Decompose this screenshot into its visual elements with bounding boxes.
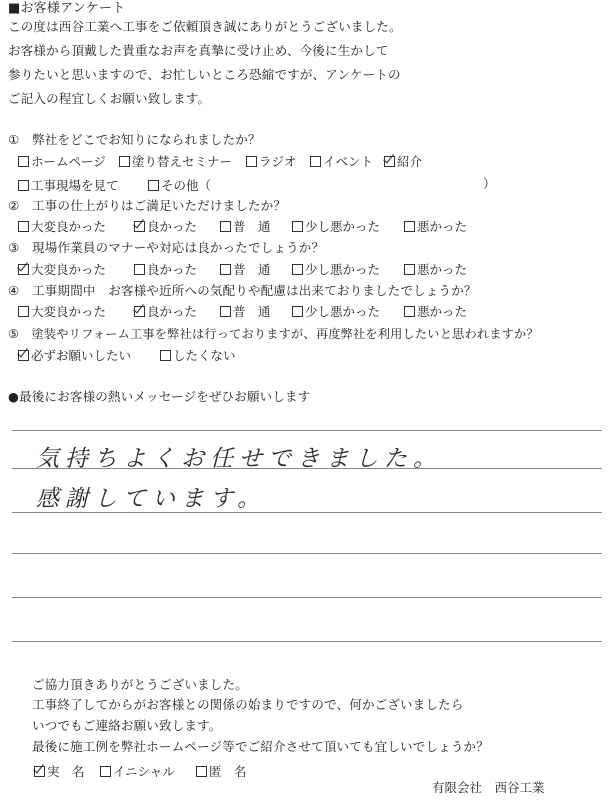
checkbox-checked[interactable]: [134, 306, 145, 317]
q3-option-very-good[interactable]: 大変良かった: [18, 262, 106, 278]
q2-option-slightly-bad[interactable]: 少し悪かった: [292, 219, 380, 235]
q1-option-homepage[interactable]: ホームページ: [18, 154, 106, 170]
closing-line-3: いつでもご連絡お願い致します。: [32, 718, 222, 733]
intro-line-1: この度は西谷工業へ工事をご依頼頂き誠にありがとうございました。: [8, 19, 402, 34]
q4-option-average[interactable]: 普 通: [220, 304, 271, 320]
q5-option-no[interactable]: したくない: [160, 348, 236, 364]
question-5: ⑤ 塗装やリフォーム工事を弊社は行っておりますが、再度弊社を利用したいと思われますか？: [8, 327, 539, 341]
checkbox[interactable]: [119, 156, 130, 167]
checkbox[interactable]: [310, 156, 321, 167]
q1-other-close-paren: ）: [483, 176, 496, 191]
checkbox[interactable]: [220, 306, 231, 317]
intro-line-2: お客様から頂戴した貴重なお声を真摯に受け止め、今後に生かして: [8, 43, 389, 58]
q4-option-bad[interactable]: 悪かった: [404, 304, 467, 320]
handwritten-message-line-1: 気持ちよくお任せできました。: [36, 446, 442, 472]
writing-line: [12, 430, 602, 431]
intro-line-3: 参りたいと思いますので、お忙しいところ恐縮ですが、アンケートの: [8, 67, 401, 82]
checkbox-checked[interactable]: [134, 221, 145, 232]
checkbox[interactable]: [246, 156, 257, 167]
q2-option-very-good[interactable]: 大変良かった: [18, 219, 106, 235]
q4-option-slightly-bad[interactable]: 少し悪かった: [292, 304, 380, 320]
publish-option-initials[interactable]: イニシャル: [100, 764, 175, 780]
q2-option-average[interactable]: 普 通: [220, 219, 271, 235]
question-1: ① 弊社をどこでお知りになられましたか？: [8, 132, 261, 147]
checkbox-checked[interactable]: [34, 766, 45, 777]
checkbox[interactable]: [148, 180, 159, 191]
checkbox[interactable]: [18, 221, 29, 232]
checkbox[interactable]: [292, 221, 303, 232]
checkbox[interactable]: [404, 221, 415, 232]
q3-option-good[interactable]: 良かった: [134, 262, 197, 278]
writing-line: [12, 641, 602, 642]
q1-option-site[interactable]: 工事現場を見て: [18, 178, 119, 194]
q3-option-average[interactable]: 普 通: [220, 262, 271, 278]
company-name: 有限会社 西谷工業: [432, 780, 545, 795]
checkbox-checked[interactable]: [18, 350, 29, 361]
checkbox[interactable]: [292, 264, 303, 275]
publish-option-anonymous[interactable]: 匿 名: [196, 764, 247, 780]
checkbox[interactable]: [100, 766, 111, 777]
q3-option-slightly-bad[interactable]: 少し悪かった: [292, 262, 380, 278]
survey-title: ■お客様アンケート: [8, 1, 126, 16]
handwritten-message-line-2: 感謝しています。: [36, 486, 267, 512]
message-heading: ●最後にお客様の熱いメッセージをぜひお願いします: [8, 389, 311, 404]
q4-option-very-good[interactable]: 大変良かった: [18, 304, 106, 320]
q1-option-referral[interactable]: 紹介: [384, 154, 422, 170]
checkbox[interactable]: [196, 766, 207, 777]
q2-option-bad[interactable]: 悪かった: [404, 219, 467, 235]
checkbox-checked[interactable]: [18, 264, 29, 275]
closing-line-4: 最後に施工例を弊社ホームページ等でご紹介させて頂いても宜しいでしょうか？: [32, 739, 489, 754]
checkbox[interactable]: [220, 221, 231, 232]
checkbox[interactable]: [404, 264, 415, 275]
q3-option-bad[interactable]: 悪かった: [404, 262, 467, 278]
writing-line: [12, 553, 602, 554]
q1-option-seminar[interactable]: 塗り替えセミナー: [119, 154, 232, 170]
closing-line-1: ご協力頂きありがとうございました。: [32, 677, 248, 692]
question-3: ③ 現場作業員のマナーや対応は良かったでしょうか？: [8, 240, 325, 255]
checkbox[interactable]: [18, 180, 29, 191]
checkbox[interactable]: [134, 264, 145, 275]
checkbox[interactable]: [18, 156, 29, 167]
question-2: ② 工事の仕上がりはご満足いただけましたか？: [8, 198, 287, 213]
publish-option-real-name[interactable]: 実 名: [34, 764, 85, 780]
question-4: ④ 工事期間中 お客様や近所への気配りや配慮は出来ておりましたでしょうか？: [8, 283, 477, 298]
checkbox[interactable]: [18, 306, 29, 317]
checkbox[interactable]: [404, 306, 415, 317]
q5-option-definitely[interactable]: 必ずお願いしたい: [18, 348, 131, 364]
q1-option-other[interactable]: その他（: [148, 178, 211, 194]
checkbox[interactable]: [220, 264, 231, 275]
writing-line: [12, 597, 602, 598]
q1-option-radio[interactable]: ラジオ: [246, 154, 297, 170]
checkbox[interactable]: [160, 350, 171, 361]
checkbox[interactable]: [292, 306, 303, 317]
q2-option-good[interactable]: 良かった: [134, 219, 197, 235]
checkbox-checked[interactable]: [384, 156, 395, 167]
intro-line-4: ご記入の程宜しくお願い致します。: [8, 91, 211, 106]
q1-option-event[interactable]: イベント: [310, 154, 373, 170]
closing-line-2: 工事終了してからがお客様との関係の始まりですので、何かございましたら: [32, 697, 464, 712]
q4-option-good[interactable]: 良かった: [134, 304, 197, 320]
